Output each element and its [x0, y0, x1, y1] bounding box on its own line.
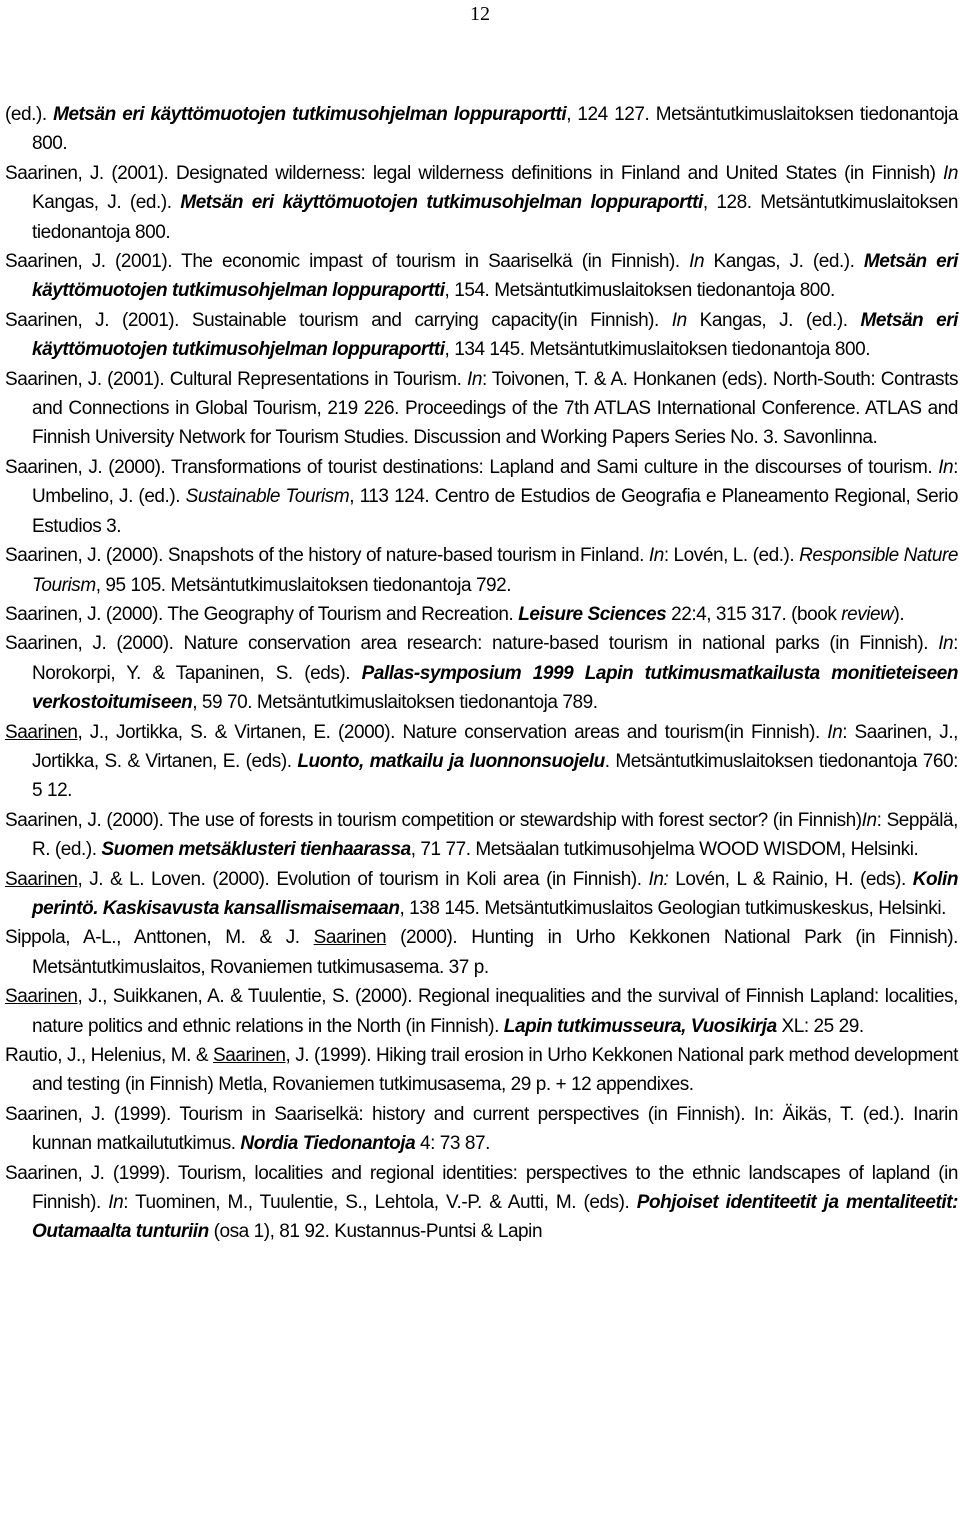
reference-text: : Toivonen, T. & A. Honkanen (eds). North-South: Contrasts and Connections in Global Tourism, 219 226. Proceedings of the 7th ATLAS International Conference. ATLAS and Finnish University Network for Tourism Studies. Discussion and Working Papers Series No. 3. Savonlinna. — [32, 368, 958, 449]
reference-text: Pohjoiset identiteetit ja mentaliteetit: Outamaalta tunturiin — [32, 1192, 958, 1243]
reference-text: In — [466, 368, 482, 390]
reference-entry — [5, 247, 958, 306]
reference-text: Saarinen — [5, 986, 78, 1008]
reference-text: In: — [648, 868, 669, 890]
reference-text: XL: 25 29. — [776, 1015, 864, 1037]
reference-text: In — [827, 721, 843, 743]
reference-text: Saarinen, J. (1999). Tourism in Saariselkä: history and current perspectives (in Finnish). In: Äikäs, T. (ed.). Inarin kunnan matkailututkimus. — [5, 1103, 958, 1155]
reference-text: Kangas, J. (ed.). — [704, 251, 864, 273]
reference-entry — [5, 1100, 958, 1159]
reference-text: Nordia Tiedonantoja — [240, 1133, 416, 1155]
reference-text: , 134 145. Metsäntutkimuslaitoksen tiedonantoja 800. — [444, 339, 871, 361]
reference-text: , 113 124. Centro de Estudios de Geografia e Planeamento Regional, Serio Estudios 3. — [32, 486, 958, 537]
reference-text: , 154. Metsäntutkimuslaitoksen tiedonantoja 800. — [444, 280, 835, 302]
reference-text: Saarinen, J. (2001). The economic impast of tourism in Saariselkä (in Finnish). — [5, 251, 690, 273]
reference-text: In — [943, 162, 958, 184]
reference-text: , 59 70. Metsäntutkimuslaitoksen tiedonantoja 789. — [192, 692, 598, 714]
reference-entry — [5, 453, 958, 541]
reference-text: , J., Jortikka, S. & Virtanen, E. (2000). Nature conservation areas and tourism(in Finnish). — [77, 721, 828, 743]
reference-text: In — [108, 1192, 124, 1214]
reference-entry — [5, 365, 958, 453]
reference-text: Saarinen, J. (2000). The Geography of Tourism and Recreation. — [5, 603, 519, 625]
page-number: 12 — [470, 3, 490, 25]
reference-text: In — [671, 309, 687, 331]
reference-text: Rautio, J., Helenius, M. & — [5, 1045, 213, 1066]
reference-text: In — [861, 809, 877, 831]
reference-text: review — [841, 603, 894, 625]
reference-text: (2000). Hunting in Urho Kekkonen National Park (in Finnish). Metsäntutkimuslaitos, Rovaniemen tutkimusasema. 37 p. — [32, 927, 958, 978]
reference-text: Metsän eri käyttömuotojen tutkimusohjelman loppuraportti — [53, 104, 567, 125]
reference-text: Metsän eri käyttömuotojen tutkimusohjelman loppuraportti — [32, 309, 959, 361]
reference-text: Saarinen, J. (2000). Transformations of tourist destinations: Lapland and Sami culture in the discourses of tourism. — [5, 456, 939, 478]
reference-text: Saarinen, J. (2001). Designated wilderness: legal wilderness definitions in Finland and United States (in Finnish) — [5, 162, 944, 184]
reference-text: , 71 77. Metsäalan tutkimusohjelma WOOD WISDOM, Helsinki. — [410, 839, 919, 861]
reference-text: : Lovén, L. (ed.). — [663, 545, 800, 567]
reference-text: Saarinen, J. (2000). Snapshots of the history of nature-based tourism in Finland. — [5, 545, 649, 567]
reference-text: 22:4, 315 317. (book — [666, 603, 842, 625]
reference-text: , 138 145. Metsäntutkimuslaitos Geologian tutkimuskeskus, Helsinki. — [399, 897, 946, 919]
reference-text: In — [648, 545, 664, 567]
reference-text: In — [938, 456, 954, 478]
reference-text: Pallas-symposium 1999 Lapin tutkimusmatkailusta monitieteiseen verkostoitumiseen — [32, 662, 958, 714]
reference-entry — [5, 718, 958, 806]
reference-entry — [5, 306, 958, 365]
reference-text: Kolin perintö. Kaskisavusta kansallismaisemaan — [32, 868, 958, 919]
reference-text: In — [689, 251, 705, 273]
reference-text: , J., Suikkanen, A. & Tuulentie, S. (2000). Regional inequalities and the survival of Finnish Lapland: localities, nature politics and ethnic relations in the North (in Finnish). — [32, 986, 958, 1037]
reference-text: Saarinen — [5, 868, 78, 890]
reference-text: Luonto, matkailu ja luonnonsuojelu — [297, 750, 605, 772]
reference-text: Sippola, A-L., Anttonen, M. & J. — [5, 927, 314, 949]
reference-list — [5, 100, 958, 1247]
reference-text: Saarinen — [313, 927, 387, 949]
reference-text: Leisure Sciences — [518, 603, 667, 625]
reference-text: Saarinen, J. (2001). Cultural Representations in Tourism. — [5, 368, 467, 390]
reference-entry — [5, 923, 958, 982]
reference-entry — [5, 1159, 958, 1247]
reference-text: Saarinen — [213, 1045, 286, 1066]
reference-text: , 95 105. Metsäntutkimuslaitoksen tiedonantoja 792. — [95, 574, 512, 596]
reference-text: . Metsäntutkimuslaitoksen tiedonantoja 760: 5 12. — [32, 750, 958, 802]
reference-text: Responsible Nature Tourism — [32, 545, 958, 596]
reference-text: Sustainable Tourism — [185, 486, 350, 508]
reference-text: : Seppälä, R. (ed.). — [32, 809, 958, 861]
reference-text: Metsän eri käyttömuotojen tutkimusohjelman loppuraportti — [180, 192, 703, 214]
reference-text: : Umbelino, J. (ed.). — [32, 456, 958, 508]
reference-text: Saarinen, J. (1999). Tourism, localities and regional identities: perspectives to the ethnic landscapes of lapland (in Finnish). — [5, 1162, 958, 1214]
reference-text: , J. (1999). Hiking trail erosion in Urho Kekkonen National park method development and testing (in Finnish) Metla, Rovaniemen tutkimusasema, 29 p. + 12 appendixes. — [32, 1045, 958, 1096]
reference-text: Metsän eri käyttömuotojen tutkimusohjelman loppuraportti — [32, 251, 958, 302]
reference-text: : Norokorpi, Y. & Tapaninen, S. (eds). — [32, 633, 958, 684]
reference-text: Saarinen, J. (2000). The use of forests in tourism competition or stewardship with forest sector? (in Finnish) — [5, 809, 862, 831]
reference-entry — [5, 541, 958, 600]
reference-entry — [5, 159, 958, 247]
reference-text: (osa 1), 81 92. Kustannus-Puntsi & Lapin — [208, 1221, 543, 1243]
reference-entry — [5, 865, 958, 924]
reference-text: : Saarinen, J., Jortikka, S. & Virtanen, E. (eds). — [32, 721, 958, 772]
reference-text: ). — [893, 603, 905, 625]
reference-text: , 124 127. Metsäntutkimuslaitoksen tiedonantoja 800. — [32, 104, 958, 155]
reference-text: Saarinen, J. (2000). Nature conservation area research: nature-based tourism in national parks (in Finnish). — [5, 633, 939, 655]
reference-entry — [5, 600, 958, 629]
reference-entry — [5, 982, 958, 1041]
reference-entry — [5, 806, 958, 865]
reference-text: Suomen metsäklusteri tienhaarassa — [101, 839, 411, 861]
reference-text: Lovén, L & Rainio, H. (eds). — [668, 868, 913, 890]
reference-text: , J. & L. Loven. (2000). Evolution of tourism in Koli area (in Finnish). — [77, 868, 649, 890]
reference-text: Saarinen — [5, 721, 78, 743]
reference-text: Saarinen, J. (2001). Sustainable tourism and carrying capacity(in Finnish). — [5, 309, 672, 331]
reference-text: : Tuominen, M., Tuulentie, S., Lehtola, V.-P. & Autti, M. (eds). — [123, 1192, 637, 1214]
reference-text: Kangas, J. (ed.). — [686, 309, 861, 331]
reference-text: In — [938, 633, 954, 655]
reference-text: 4: 73 87. — [415, 1133, 490, 1155]
reference-entry — [5, 1041, 958, 1100]
reference-text: (ed.). — [5, 104, 54, 125]
reference-entry — [5, 629, 958, 717]
reference-text: Lapin tutkimusseura, Vuosikirja — [503, 1015, 777, 1037]
reference-text: Kangas, J. (ed.). — [32, 192, 181, 214]
reference-text: , 128. Metsäntutkimuslaitoksen tiedonantoja 800. — [32, 192, 958, 243]
reference-entry — [5, 100, 958, 159]
